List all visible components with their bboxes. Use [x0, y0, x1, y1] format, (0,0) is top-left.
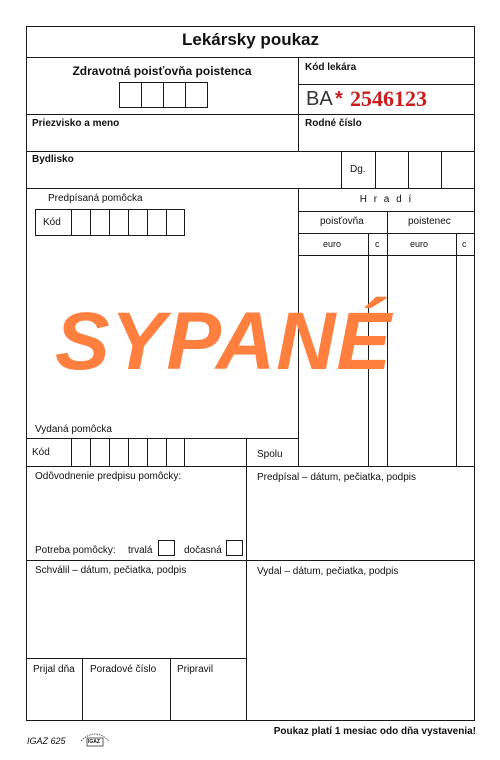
- euro-label: euro: [323, 239, 342, 249]
- prescribed-code-label: Kód: [43, 217, 61, 228]
- insurer-label: Zdravotná poisťovňa poistenca: [72, 64, 252, 78]
- code-cell[interactable]: [166, 209, 167, 236]
- divider: [26, 114, 475, 115]
- form-code: IGAZ 625: [27, 736, 66, 746]
- insurer-code-cell[interactable]: [119, 82, 142, 108]
- divider: [298, 57, 299, 115]
- need-label: Potreba pomôcky:: [35, 545, 116, 556]
- issued-code-label: Kód: [32, 447, 50, 458]
- doctor-code-prefix: BA: [306, 88, 333, 110]
- insurer-code-cell[interactable]: [185, 82, 208, 108]
- name-label: Priezvisko a meno: [32, 118, 120, 129]
- code-cell[interactable]: [147, 209, 148, 236]
- code-cell[interactable]: [71, 209, 72, 236]
- stamp-text: SYPANÉ: [55, 296, 393, 387]
- form-title: Lekársky poukaz: [181, 30, 319, 49]
- issued-label: Vydaná pomôcka: [35, 424, 112, 435]
- divider: [82, 658, 83, 720]
- prescribed-by-label: Predpísal – dátum, pečiatka, podpis: [257, 472, 416, 483]
- euro-label: euro: [410, 239, 429, 249]
- validity-note: Poukaz platí 1 mesiac odo dňa vystavenia!: [273, 726, 476, 737]
- divider: [298, 84, 475, 85]
- code-cell[interactable]: [166, 438, 167, 466]
- code-cell[interactable]: [128, 209, 129, 236]
- divider: [246, 438, 247, 720]
- payment-header: H r a d í: [359, 194, 414, 205]
- prepared-label: Pripravil: [177, 664, 214, 675]
- divider: [26, 57, 475, 58]
- code-cell[interactable]: [128, 438, 129, 466]
- doctor-code-number: 2546123: [350, 86, 427, 111]
- divider: [341, 151, 342, 188]
- payment-patient-label: poistenec: [408, 216, 451, 227]
- code-cell[interactable]: [109, 438, 110, 466]
- divider: [170, 658, 171, 720]
- divider: [298, 114, 299, 151]
- divider: [26, 658, 247, 659]
- code-cell[interactable]: [90, 209, 91, 236]
- dispensed-label: Vydal – dátum, pečiatka, podpis: [257, 566, 399, 577]
- justification-label: Odôvodnenie predpisu pomôcky:: [35, 471, 182, 482]
- divider: [26, 466, 475, 467]
- divider: [375, 151, 376, 188]
- divider: [441, 151, 442, 188]
- divider: [26, 560, 475, 561]
- cent-label: c: [462, 239, 467, 249]
- prescribed-label: Predpísaná pomôcka: [48, 193, 143, 204]
- address-label: Bydlisko: [32, 154, 74, 165]
- code-cell[interactable]: [147, 438, 148, 466]
- divider: [408, 151, 409, 188]
- birth-number-label: Rodné číslo: [305, 118, 362, 129]
- need-permanent-label: trvalá: [128, 545, 153, 556]
- need-permanent-checkbox[interactable]: [158, 540, 175, 556]
- code-cell[interactable]: [109, 209, 110, 236]
- code-cell[interactable]: [71, 438, 72, 466]
- divider: [246, 438, 298, 439]
- insurer-code-cell[interactable]: [163, 82, 186, 108]
- cent-label: c: [375, 239, 380, 249]
- logo-text: IGAZ: [88, 739, 100, 745]
- doctor-code-star: *: [335, 88, 343, 110]
- code-cell[interactable]: [184, 438, 185, 466]
- publisher-logo: [78, 729, 112, 749]
- doctor-code-label: Kód lekára: [305, 62, 357, 73]
- dg-label: Dg.: [350, 164, 366, 175]
- total-label: Spolu: [257, 449, 283, 460]
- approved-label: Schválil – dátum, pečiatka, podpis: [35, 565, 187, 576]
- insurer-code-cell[interactable]: [141, 82, 164, 108]
- need-temporary-label: dočasná: [184, 545, 222, 556]
- need-temporary-checkbox[interactable]: [226, 540, 243, 556]
- divider: [456, 233, 457, 466]
- divider: [26, 188, 475, 189]
- payment-insurer-label: poisťovňa: [320, 216, 364, 227]
- order-number-label: Poradové číslo: [90, 664, 157, 675]
- code-cell[interactable]: [90, 438, 91, 466]
- received-label: Prijal dňa: [33, 664, 75, 675]
